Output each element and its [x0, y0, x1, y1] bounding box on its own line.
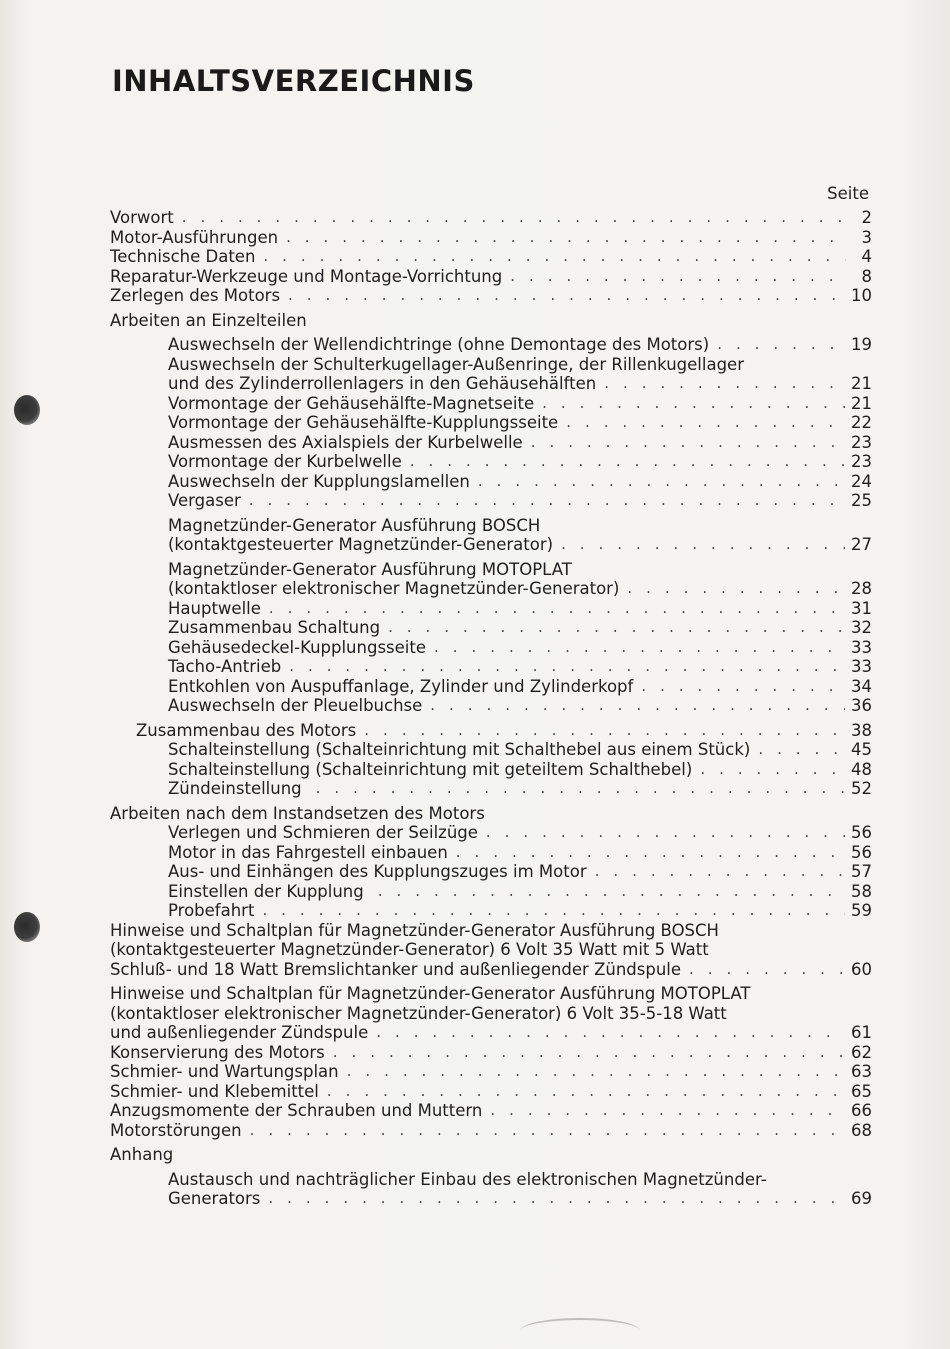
- toc-entry: [110, 579, 872, 599]
- toc-entry: [110, 960, 872, 980]
- entry-label: (kontaktloser elektronischer Magnetzünder-Generator): [168, 579, 620, 598]
- entry-label: Schalteinstellung (Schalteinrichtung mit Schalthebel aus einem Stück): [168, 740, 751, 759]
- toc-entry: [110, 862, 872, 882]
- toc-entry: [110, 779, 872, 799]
- entry-continuation: Magnetzünder-Generator Ausführung BOSCH: [168, 515, 541, 535]
- entry-page: 28: [851, 579, 872, 598]
- toc-section-heading: [110, 721, 872, 741]
- entry-page: 3: [861, 227, 872, 247]
- entry-page: 57: [851, 862, 872, 881]
- entry-label: Auswechseln der Pleuelbuchse: [168, 696, 423, 715]
- toc-entry: [110, 247, 872, 267]
- entry-label: Auswechseln der Wellendichtringe (ohne Demontage des Motors): [168, 335, 710, 354]
- entry-page: 22: [851, 413, 872, 432]
- dot-leader: [595, 862, 845, 882]
- entry-page: 56: [851, 842, 872, 862]
- dot-leader: [561, 535, 845, 555]
- dot-leader: [410, 452, 845, 472]
- entry-page: 69: [851, 1189, 872, 1208]
- entry-label: Konservierung des Motors: [110, 1042, 325, 1062]
- entry-label: Vormontage der Gehäusehälfte-Magnetseite: [168, 393, 535, 413]
- toc-entry: [110, 208, 872, 228]
- dot-leader: [286, 228, 846, 248]
- toc-entry: [110, 535, 872, 555]
- entry-label: Probefahrt: [168, 901, 255, 920]
- dot-leader: [689, 960, 845, 980]
- dot-leader: [316, 779, 845, 799]
- entry-page: 66: [851, 1101, 872, 1120]
- dot-leader: [700, 760, 845, 780]
- entry-page: 63: [851, 1062, 872, 1081]
- dot-leader: [478, 472, 845, 492]
- toc-entry: [110, 286, 872, 306]
- toc-entry: [110, 1043, 872, 1063]
- entry-page: 32: [851, 618, 872, 637]
- punch-hole-icon: [14, 395, 40, 425]
- toc-entry: [110, 677, 872, 697]
- entry-page: 23: [851, 432, 872, 452]
- dot-leader: [288, 286, 845, 306]
- dot-leader: [250, 1121, 845, 1141]
- entry-label: Aus- und Einhängen des Kupplungszuges im Motor: [168, 862, 587, 881]
- entry-label: Tacho-Antrieb: [168, 657, 282, 676]
- toc-entry: [110, 335, 872, 355]
- entry-label: Vormontage der Gehäusehälfte-Kupplungsseite: [168, 413, 559, 432]
- toc-entry: [110, 394, 872, 414]
- entry-label: Zusammenbau Schaltung: [168, 618, 381, 637]
- entry-page: 48: [851, 759, 872, 779]
- entry-page: 34: [851, 676, 872, 696]
- toc-entry: [110, 413, 872, 433]
- entry-page: 23: [851, 452, 872, 471]
- toc-entry: [110, 882, 872, 902]
- toc-entry: [110, 491, 872, 511]
- toc-entry: [110, 843, 872, 863]
- entry-continuation: (kontaktloser elektronischer Magnetzünder-Generator) 6 Volt 35-5-18 Watt: [110, 1003, 727, 1023]
- entry-label: Motor in das Fahrgestell einbauen: [168, 842, 448, 862]
- entry-label: Technische Daten: [110, 247, 256, 266]
- entry-label: und des Zylinderrollenlagers in den Gehäusehälften: [168, 374, 597, 393]
- entry-page: 38: [851, 720, 872, 740]
- toc-entry: [110, 472, 872, 492]
- toc-section-heading: [110, 311, 872, 331]
- entry-continuation: Austausch und nachträglicher Einbau des elektronischen Magnetzünder-: [168, 1169, 767, 1189]
- dot-leader: [333, 1043, 845, 1063]
- toc-entry: [110, 1082, 872, 1102]
- entry-page: 36: [851, 696, 872, 715]
- entry-label: Einstellen der Kupplung: [168, 881, 364, 901]
- dot-leader: [531, 433, 845, 453]
- entry-label: und außenliegender Zündspule: [110, 1023, 369, 1042]
- toc-entry: [110, 657, 872, 677]
- entry-label: Schmier- und Klebemittel: [110, 1081, 319, 1101]
- entry-page: 25: [851, 491, 872, 510]
- entry-page: 59: [851, 901, 872, 920]
- toc-entry: [110, 452, 872, 472]
- entry-page: 27: [851, 535, 872, 554]
- entry-label: Entkohlen von Auspuffanlage, Zylinder und Zylinderkopf: [168, 676, 634, 696]
- dot-leader: [717, 335, 845, 355]
- dot-leader: [327, 1082, 845, 1102]
- entry-label: Gehäusedeckel-Kupplungsseite: [168, 637, 426, 657]
- dot-leader: [758, 740, 845, 760]
- section-label: Arbeiten an Einzelteilen: [110, 310, 307, 330]
- entry-page: 62: [851, 1042, 872, 1062]
- entry-page: 19: [851, 335, 872, 354]
- entry-label: Hauptwelle: [168, 598, 261, 618]
- entry-page: 65: [851, 1081, 872, 1101]
- dot-leader: [490, 1101, 845, 1121]
- dot-leader: [249, 491, 845, 511]
- dot-leader: [263, 247, 846, 267]
- toc-entry: [110, 823, 872, 843]
- entry-page: 4: [861, 247, 872, 266]
- dot-leader: [604, 374, 845, 394]
- punch-hole-icon: [14, 912, 40, 942]
- dot-leader: [182, 208, 846, 228]
- entry-label: Zerlegen des Motors: [110, 286, 281, 305]
- entry-page: 21: [851, 374, 872, 393]
- entry-continuation: Hinweise und Schaltplan für Magnetzünder-Generator Ausführung MOTOPLAT: [110, 984, 751, 1003]
- entry-page: 33: [851, 637, 872, 657]
- entry-continuation: (kontaktgesteuerter Magnetzünder-Generator) 6 Volt 35 Watt mit 5 Watt: [110, 940, 709, 959]
- dot-leader: [641, 677, 845, 697]
- entry-page: 52: [851, 779, 872, 798]
- entry-label: Generators: [168, 1189, 261, 1208]
- entry-continuation: Hinweise und Schaltplan für Magnetzünder-Generator Ausführung BOSCH: [110, 920, 719, 940]
- dot-leader: [262, 901, 845, 921]
- entry-continuation: Auswechseln der Schulterkugellager-Außenringe, der Rillenkugellager: [168, 354, 744, 374]
- dot-leader: [388, 618, 845, 638]
- toc-entry: [110, 1023, 872, 1043]
- toc-entry: [110, 638, 872, 658]
- entry-page: 2: [861, 208, 872, 227]
- toc-section-heading: [110, 804, 872, 824]
- paper-mark: [520, 1318, 640, 1344]
- entry-label: Ausmessen des Axialspiels der Kurbelwelle: [168, 432, 523, 452]
- dot-leader: [434, 638, 845, 658]
- entry-label: Motorstörungen: [110, 1120, 242, 1140]
- dot-leader: [566, 413, 845, 433]
- toc-entry: [110, 433, 872, 453]
- dot-leader: [364, 721, 845, 741]
- dot-leader: [542, 394, 845, 414]
- page-column-label: Seite: [827, 184, 869, 203]
- entry-page: 10: [851, 286, 872, 305]
- entry-label: Verlegen und Schmieren der Seilzüge: [168, 823, 478, 842]
- entry-label: Motor-Ausführungen: [110, 227, 279, 247]
- entry-label: Schalteinstellung (Schalteinrichtung mit geteiltem Schalthebel): [168, 759, 693, 779]
- dot-leader: [430, 696, 845, 716]
- dot-leader: [289, 657, 845, 677]
- dot-leader: [486, 823, 845, 843]
- entry-page: 24: [851, 471, 872, 491]
- entry-label: Auswechseln der Kupplungslamellen: [168, 471, 470, 491]
- dot-leader: [269, 599, 845, 619]
- entry-label: Schmier- und Wartungsplan: [110, 1062, 339, 1081]
- section-label: Anhang: [110, 1145, 174, 1164]
- entry-label: Schluß- und 18 Watt Bremslichtanker und außenliegender Zündspule: [110, 959, 682, 979]
- page-title: INHALTSVERZEICHNIS: [112, 64, 475, 98]
- toc-entry: [110, 1121, 872, 1141]
- entry-page: 45: [851, 740, 872, 759]
- toc-entry: [110, 696, 872, 716]
- dot-leader: [510, 267, 846, 287]
- entry-label: Reparatur-Werkzeuge und Montage-Vorrichtung: [110, 266, 503, 286]
- entry-continuation: Magnetzünder-Generator Ausführung MOTOPLAT: [168, 559, 572, 579]
- toc-entry: [110, 1189, 872, 1209]
- entry-page: 61: [851, 1023, 872, 1042]
- entry-label: Vormontage der Kurbelwelle: [168, 452, 402, 471]
- section-label: Arbeiten nach dem Instandsetzen des Motors: [110, 803, 485, 823]
- entry-label: Zündeinstellung: [168, 779, 302, 798]
- entry-page: 8: [861, 266, 872, 286]
- toc-entry: [110, 740, 872, 760]
- entry-page: 33: [851, 657, 872, 676]
- entry-page: 56: [851, 823, 872, 842]
- toc-section-heading: [110, 1145, 872, 1165]
- entry-label: Vergaser: [168, 491, 241, 510]
- dot-leader: [627, 579, 845, 599]
- entry-page: 60: [851, 959, 872, 979]
- toc-entry: [110, 1062, 872, 1082]
- toc-entry: [110, 618, 872, 638]
- dot-leader: [378, 882, 845, 902]
- toc-entry: [110, 1101, 872, 1121]
- toc-entry: [110, 374, 872, 394]
- entry-label: Anzugsmomente der Schrauben und Muttern: [110, 1101, 483, 1120]
- toc-entry: [110, 901, 872, 921]
- dot-leader: [456, 843, 845, 863]
- entry-page: 21: [851, 393, 872, 413]
- entry-page: 31: [851, 598, 872, 618]
- entry-label: Vorwort: [110, 208, 174, 227]
- dot-leader: [376, 1023, 845, 1043]
- entry-label: (kontaktgesteuerter Magnetzünder-Generator): [168, 535, 554, 554]
- table-of-contents: [110, 208, 872, 1209]
- dot-leader: [268, 1189, 845, 1209]
- entry-page: 58: [851, 881, 872, 901]
- toc-entry: [110, 267, 872, 287]
- toc-entry: [110, 760, 872, 780]
- section-label: Zusammenbau des Motors: [136, 720, 357, 740]
- dot-leader: [347, 1062, 845, 1082]
- entry-page: 68: [851, 1120, 872, 1140]
- toc-entry: [110, 228, 872, 248]
- toc-entry: [110, 599, 872, 619]
